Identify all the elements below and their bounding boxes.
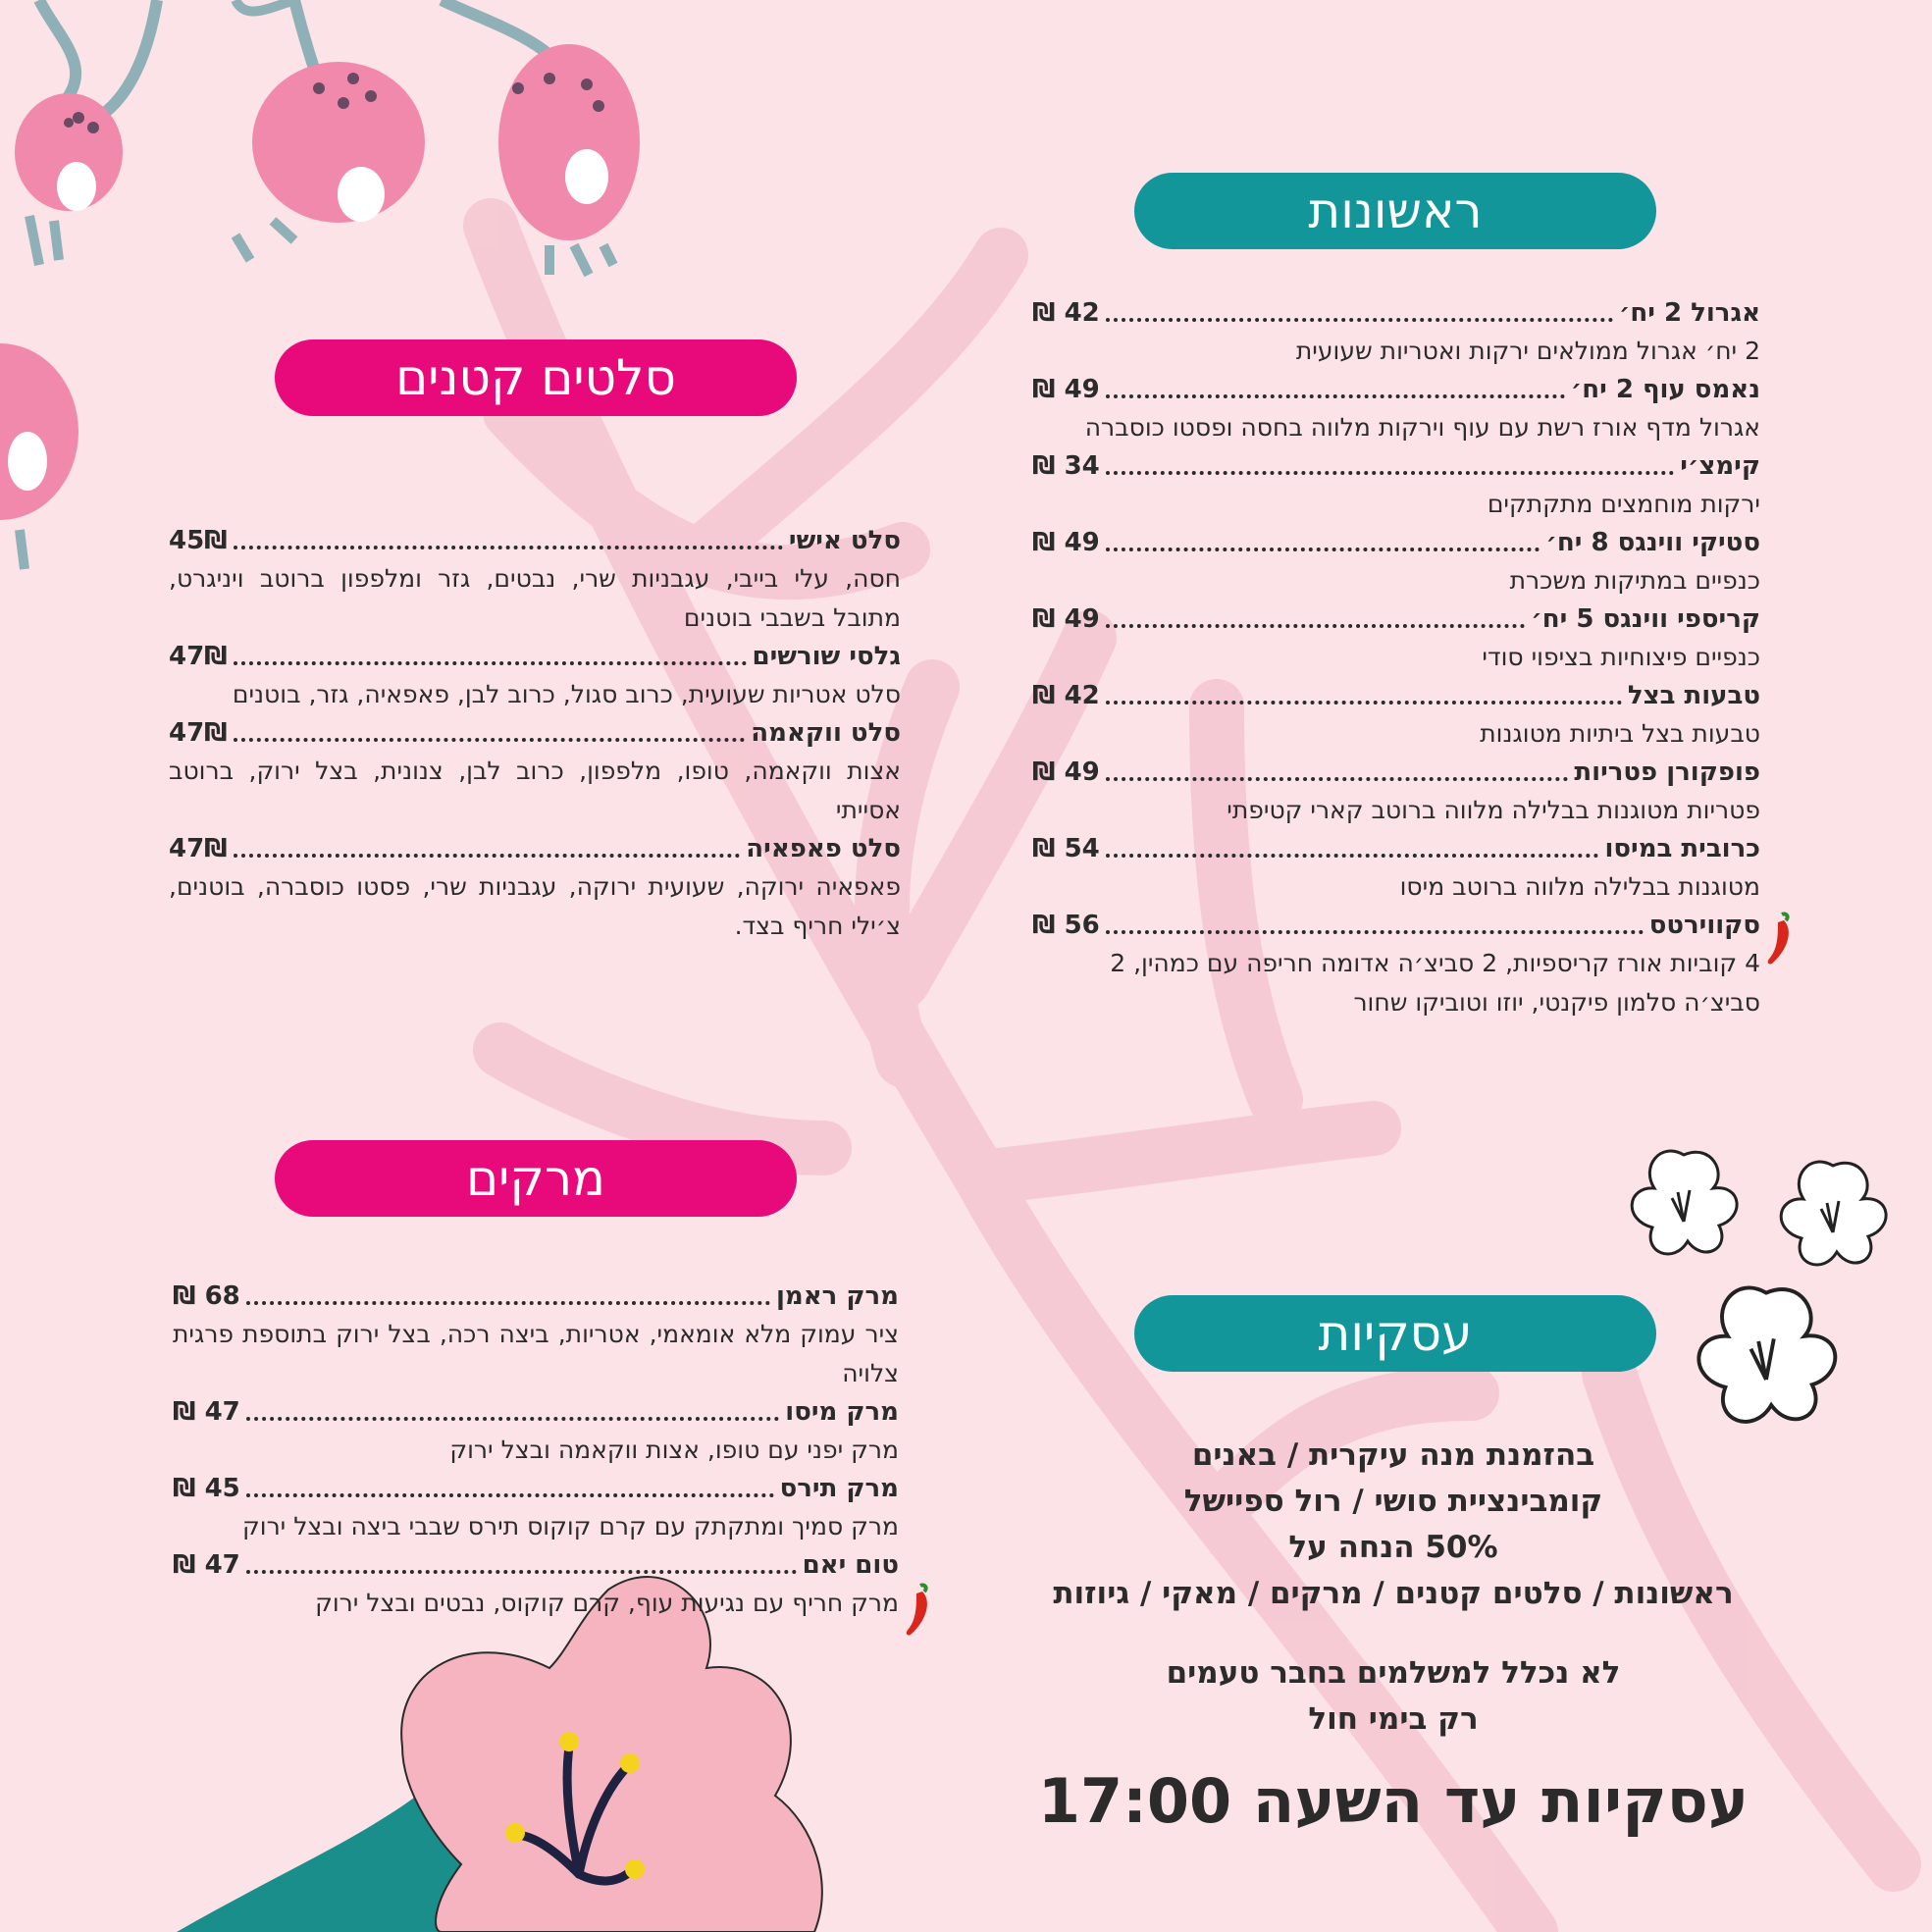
chili-pepper-icon	[1764, 911, 1796, 967]
chili-pepper-icon	[903, 1582, 934, 1639]
menu-item	[169, 830, 901, 946]
leader-dots	[246, 1570, 797, 1574]
item-description: חסה, עלי בייבי, עגבניות שרי, נבטים, גזר ומלפפון ברוטב ויניגרט, מתובל בשבבי בוטנים	[169, 564, 901, 632]
item-price: 49 ₪	[1032, 528, 1100, 557]
item-description: ירקות מוחמצים מתקתקים	[1487, 490, 1760, 518]
menu-item	[169, 714, 901, 830]
item-description: כנפיים פיצוחיות בציפוי סודי	[1482, 643, 1760, 671]
leader-dots	[1106, 318, 1613, 322]
menu-item	[1032, 830, 1760, 907]
salads-menu	[169, 522, 901, 946]
item-price: 47₪	[169, 834, 228, 863]
leader-dots	[234, 854, 741, 858]
item-price: 47 ₪	[173, 1550, 240, 1580]
leader-dots	[1106, 471, 1674, 475]
item-description: מרק סמיך ומתקתק עם קרם קוקוס תירס שבבי ביצה ובצל ירוק	[242, 1512, 899, 1540]
item-price: 68 ₪	[173, 1281, 240, 1311]
item-name: סלט אישי	[788, 526, 901, 555]
menu-item	[1032, 600, 1760, 677]
item-description: פאפאיה ירוקה, שעועית ירוקה, עגבניות שרי, פסטו כוסברה, בוטנים, צ׳ילי חריף בצד.	[169, 872, 901, 940]
menu-item	[1032, 294, 1760, 371]
menu-item	[1032, 907, 1760, 1022]
section-header-salads	[275, 339, 797, 416]
white-flowers-illustration	[1632, 1151, 1886, 1422]
deals-line: 50% הנחה על	[1288, 1530, 1498, 1565]
item-name: כרובית במיסו	[1604, 834, 1760, 863]
item-name: מרק מיסו	[785, 1397, 899, 1427]
item-name: סקווירטס	[1648, 911, 1760, 940]
menu-item	[1032, 524, 1760, 600]
menu-item	[169, 522, 901, 638]
pink-flower-illustration	[177, 1577, 822, 1932]
item-name: גלסי שורשים	[752, 642, 901, 671]
leader-dots	[1106, 854, 1599, 858]
item-description: 4 קוביות אורז קריספיות, 2 סביצ׳ה אדומה חריפה עם כמהין, 2 סביצ׳ה סלמון פיקנטי, יוזו וטוביקו שחור	[1110, 949, 1760, 1017]
item-price: 47 ₪	[173, 1397, 240, 1427]
item-description: טבעות בצל ביתיות מטוגנות	[1480, 719, 1760, 748]
item-name: מרק ראמן	[776, 1281, 899, 1311]
leader-dots	[1106, 777, 1569, 781]
item-name: סלט ווקאמה	[751, 718, 901, 748]
deals-note: לא נכלל למשלמים בחבר טעמים	[1166, 1655, 1621, 1691]
menu-item	[1032, 371, 1760, 447]
item-name: טבעות בצל	[1627, 681, 1760, 710]
section-title: ראשונות	[1308, 183, 1483, 239]
deals-hours: עסקיות עד השעה 17:00	[1037, 1765, 1749, 1837]
item-description: סלט אטריות שעועית, כרוב סגול, כרוב לבן, פאפאיה, גזר, בוטנים	[232, 680, 901, 708]
leader-dots	[234, 661, 747, 665]
deals-block	[1020, 1433, 1766, 1841]
item-description: אגרול מדף אורז רשת עם עוף וירקות מלווה בחסה ופסטו כוסברה	[1084, 413, 1760, 442]
leader-dots	[1106, 394, 1565, 398]
item-price: 42 ₪	[1032, 298, 1100, 328]
item-name: קימצ׳י	[1680, 451, 1760, 481]
leader-dots	[246, 1301, 770, 1305]
item-name: סלט פאפאיה	[746, 834, 901, 863]
item-name: נאמס עוף 2 יח׳	[1570, 375, 1760, 404]
item-name: טום יאם	[802, 1550, 899, 1580]
item-description: 2 יח׳ אגרול ממולאים ירקות ואטריות שעועית	[1295, 337, 1760, 365]
deals-line: קומבינציית סושי / רול ספיישל	[1183, 1484, 1603, 1519]
menu-item	[173, 1393, 899, 1470]
item-price: 45 ₪	[173, 1474, 240, 1503]
leader-dots	[246, 1417, 780, 1421]
leader-dots	[234, 546, 783, 549]
item-description: פטריות מטוגנות בבלילה מלווה ברוטב קארי קטיפתי	[1227, 796, 1760, 824]
item-description: ציר עמוק מלא אומאמי, אטריות, ביצה רכה, בצל ירוק בתוספת פרגית צלויה	[173, 1320, 899, 1387]
section-header-rishonot	[1134, 173, 1656, 249]
menu-item	[1032, 754, 1760, 830]
rishonot-menu	[1032, 294, 1760, 1022]
item-price: 56 ₪	[1032, 911, 1100, 940]
menu-item	[169, 638, 901, 714]
deals-line: ראשונות / סלטים קטנים / מרקים / מאקי / גיוזות	[1053, 1576, 1734, 1611]
item-price: 34 ₪	[1032, 451, 1100, 481]
section-header-soups	[275, 1140, 797, 1217]
item-price: 47₪	[169, 718, 228, 748]
menu-item	[1032, 447, 1760, 524]
item-description: מרק חריף עם נגיעות עוף, קרם קוקוס, נבטים ובצל ירוק	[315, 1589, 899, 1617]
item-description: מרק יפני עם טופו, אצות ווקאמה ובצל ירוק	[449, 1436, 899, 1464]
item-price: 42 ₪	[1032, 681, 1100, 710]
deals-line: בהזמנת מנה עיקרית / באנים	[1191, 1437, 1595, 1473]
item-name: קריספי ווינגס 5 יח׳	[1531, 604, 1760, 634]
item-price: 49 ₪	[1032, 757, 1100, 787]
item-name: סטיקי ווינגס 8 יח׳	[1545, 528, 1760, 557]
item-price: 49 ₪	[1032, 604, 1100, 634]
item-price: 45₪	[169, 526, 228, 555]
item-description: מטוגנות בבלילה מלווה ברוטב מיסו	[1399, 872, 1760, 901]
leader-dots	[1106, 930, 1644, 934]
menu-item	[1032, 677, 1760, 754]
item-name: פופקורן פטריות	[1574, 757, 1760, 787]
section-title: סלטים קטנים	[395, 349, 676, 406]
item-description: כנפיים במתיקות משכרת	[1509, 566, 1760, 595]
item-name: מרק תירס	[779, 1474, 899, 1503]
leader-dots	[1106, 624, 1525, 628]
leader-dots	[1106, 548, 1540, 551]
deals-note: רק בימי חול	[1308, 1701, 1479, 1737]
menu-item	[173, 1278, 899, 1393]
section-header-deals	[1134, 1295, 1656, 1372]
leader-dots	[234, 738, 746, 742]
leader-dots	[246, 1493, 774, 1497]
leader-dots	[1106, 701, 1622, 705]
item-price: 47₪	[169, 642, 228, 671]
menu-item	[173, 1470, 899, 1546]
item-price: 54 ₪	[1032, 834, 1100, 863]
soups-menu	[173, 1278, 899, 1623]
item-description: אצות ווקאמה, טופו, מלפפון, כרוב לבן, צנונית, בצל ירוק, ברוטב אסייתי	[169, 757, 901, 824]
item-name: אגרול 2 יח׳	[1618, 298, 1760, 328]
menu-item	[173, 1546, 899, 1623]
section-title: מרקים	[465, 1150, 606, 1207]
section-title: עסקיות	[1318, 1305, 1473, 1362]
item-price: 49 ₪	[1032, 375, 1100, 404]
